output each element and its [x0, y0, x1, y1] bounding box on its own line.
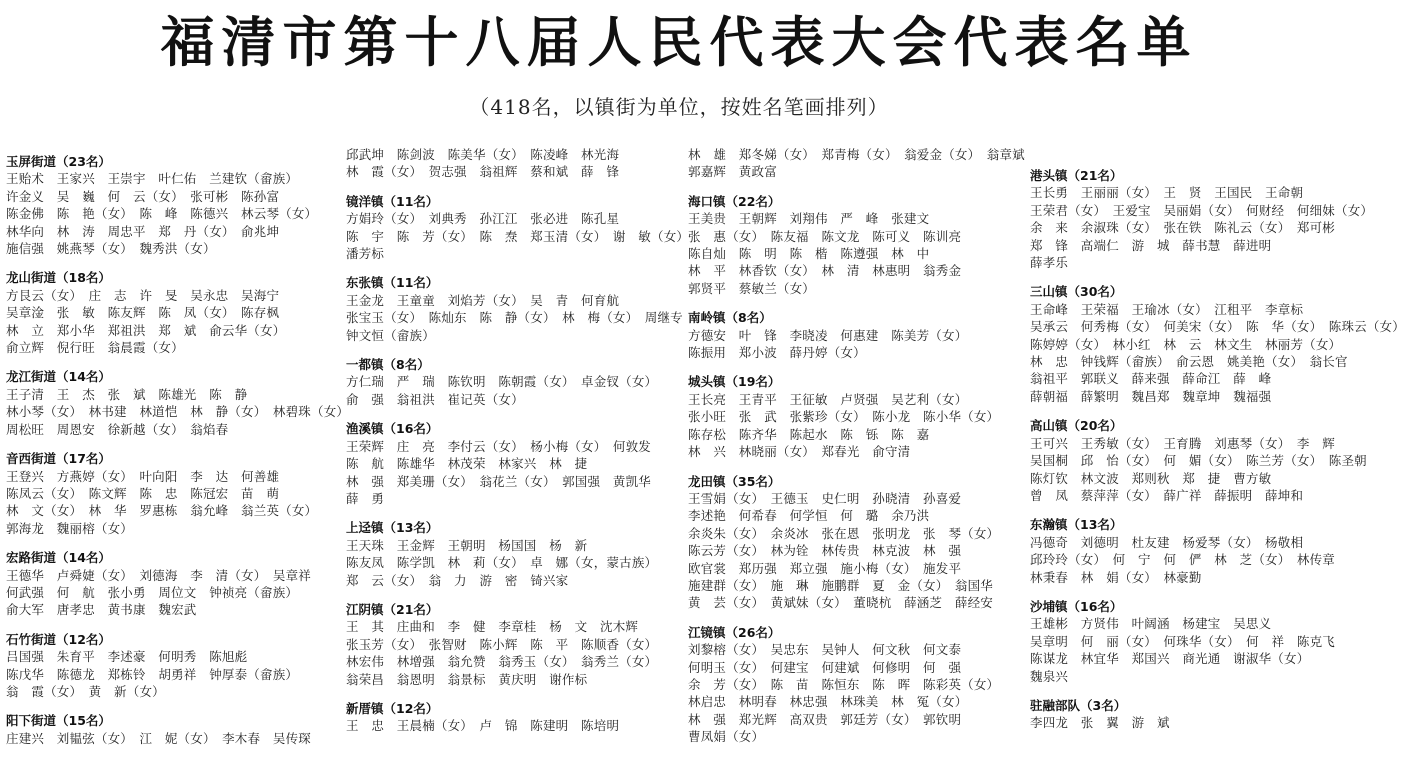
- delegate-names-line: 邱武坤 陈剑波 陈美华（女） 陈凌峰 林光海: [346, 147, 620, 162]
- delegate-names-line: 陈自灿 陈 明 陈 楷 陈遵强 林 中: [688, 246, 930, 262]
- delegate-names-line: 翁祖平 郭联义 薛来强 薛命江 薛 峰: [1030, 371, 1272, 387]
- delegate-names-line: 钟文恒（畲族）: [346, 327, 435, 343]
- district-heading: 一都镇（8名）: [346, 357, 430, 373]
- district-section: [6, 269, 336, 356]
- district-heading: 江阴镇（21名）: [346, 601, 439, 617]
- delegate-names-line: 郑 云（女） 翁 力 游 密 锜兴家: [346, 572, 569, 588]
- district-section: [6, 368, 350, 438]
- delegate-names-line: 林 雄 郑冬娣（女） 郑青梅（女） 翁爱金（女） 翁章斌: [688, 147, 1025, 162]
- delegate-names-line: 陈灯钦 林文波 郑则秋 郑 捷 曹方敏: [1030, 470, 1272, 486]
- delegate-names-line: 林 兴 林晓丽（女） 郑春光 俞守清: [688, 444, 911, 460]
- delegate-names-line: 王德华 卢舜婕（女） 刘德海 李 清（女） 吴章祥: [6, 567, 312, 583]
- delegate-names-line: 张宝玉（女） 陈灿东 陈 静（女） 林 梅（女） 周继专: [346, 310, 683, 326]
- district-section: [1030, 697, 1360, 732]
- delegate-names-line: 林 文（女） 林 华 罗惠栋 翁允峰 翁兰英（女）: [6, 503, 318, 519]
- delegate-names-line: 林秉春 林 娟（女） 林豪勤: [1030, 569, 1202, 585]
- district-section: [1030, 167, 1374, 271]
- district-heading: 上迳镇（13名）: [346, 520, 439, 536]
- district-heading: 三山镇（30名）: [1030, 284, 1123, 300]
- delegate-names-line: 李四龙 张 翼 游 斌: [1030, 715, 1170, 731]
- district-section: [688, 146, 1025, 181]
- delegate-names-line: 施建群（女） 施 琳 施鹏群 夏 金（女） 翁国华: [688, 577, 994, 593]
- delegate-names-line: 陈金佛 陈 艳（女） 陈 峰 陈德兴 林云琴（女）: [6, 206, 318, 222]
- district-heading: 阳下街道（15名）: [6, 713, 111, 729]
- district-heading: 宏路街道（14名）: [6, 550, 111, 566]
- delegate-names-line: 张小旺 张 武 张紫珍（女） 陈小龙 陈小华（女）: [688, 409, 1000, 425]
- delegate-names-line: 何武强 何 航 张小勇 周位文 钟祯亮（畲族）: [6, 584, 299, 600]
- delegate-names-line: 陈凤云（女） 陈文辉 陈 忠 陈冠宏 苗 萌: [6, 485, 280, 501]
- district-section: [346, 193, 690, 263]
- district-section: [1030, 283, 1405, 405]
- delegate-names-line: 王荣辉 庄 亮 李付云（女） 杨小梅（女） 何敦发: [346, 438, 652, 454]
- delegate-names-line: 王雪娟（女） 王德玉 史仁明 孙晓清 孙喜爱: [688, 490, 962, 506]
- district-heading: 音西街道（17名）: [6, 451, 111, 467]
- delegate-names-line: 郭嘉辉 黄政富: [688, 164, 777, 180]
- district-section: [6, 153, 336, 257]
- delegate-names-line: 施信强 姚燕琴（女） 魏秀洪（女）: [6, 241, 216, 257]
- district-section: [688, 193, 1018, 297]
- delegate-names-line: 邱玲玲（女） 何 宁 何 俨 林 芝（女） 林传章: [1030, 552, 1336, 568]
- delegate-names-line: 吴承云 何秀梅（女） 何美宋（女） 陈 华（女） 陈珠云（女）: [1030, 319, 1405, 335]
- district-section: [346, 700, 676, 735]
- district-section: [688, 309, 1018, 361]
- delegate-names-line: 余 来 余淑珠（女） 张在铁 陈礼云（女） 郑可彬: [1030, 220, 1336, 236]
- district-heading: 龙山街道（18名）: [6, 270, 111, 286]
- delegate-names-line: 王天珠 王金辉 王朝明 杨国国 杨 新: [346, 537, 588, 553]
- district-heading: 龙江街道（14名）: [6, 369, 111, 385]
- delegate-names-line: 翁 霞（女） 黄 新（女）: [6, 683, 165, 699]
- delegate-names-line: 庄建兴 刘韫弦（女） 江 妮（女） 李木春 吴传琛: [6, 730, 312, 746]
- delegate-names-line: 曾 凤 蔡萍萍（女） 薛广祥 薛振明 薛坤和: [1030, 487, 1304, 503]
- delegate-names-line: 刘黎榕（女） 吴忠东 吴钟人 何文秋 何文泰: [688, 642, 962, 658]
- delegate-names-line: 林 忠 钟钱辉（畲族） 俞云恩 姚美艳（女） 翁长官: [1030, 354, 1348, 370]
- delegate-names-line: 陈谋龙 林宜华 郑国兴 商光通 谢淑华（女）: [1030, 651, 1310, 667]
- delegate-names-line: 黄 芸（女） 黄斌妹（女） 董晓杭 薛涵芝 薛经安: [688, 595, 994, 611]
- district-heading: 港头镇（21名）: [1030, 168, 1123, 183]
- delegate-names-line: 魏泉兴: [1030, 668, 1069, 684]
- delegate-names-line: 薛孝乐: [1030, 255, 1069, 271]
- delegate-names-line: 王雄彬 方贤伟 叶阔涵 杨建宝 吴思义: [1030, 616, 1272, 632]
- district-section: [346, 420, 676, 507]
- delegate-names-line: 方娟玲（女） 刘典秀 孙江江 张必进 陈孔星: [346, 211, 620, 227]
- delegate-names-line: 王长亮 王青平 王征敏 卢贤强 吴艺利（女）: [688, 391, 968, 407]
- delegate-names-line: 俞 强 翁祖洪 崔记英（女）: [346, 391, 524, 407]
- delegate-names-line: 翁荣昌 翁恩明 翁景标 黄庆明 谢作标: [346, 671, 588, 687]
- delegate-names-line: 王 忠 王晨楠（女） 卢 锦 陈建明 陈培明: [346, 718, 620, 734]
- delegate-names-line: 周松旺 周恩安 徐新越（女） 翁焰春: [6, 421, 229, 437]
- district-section: [688, 624, 1018, 746]
- delegate-names-line: 吴章明 何 丽（女） 何珠华（女） 何 祥 陈克飞: [1030, 633, 1336, 649]
- district-section: [346, 274, 683, 344]
- district-section: [346, 146, 676, 181]
- district-section: [6, 631, 336, 701]
- delegate-names-line: 陈友凤 陈学凯 林 莉（女） 卓 娜（女，蒙古族）: [346, 555, 658, 571]
- delegate-names-line: 吕国强 朱育平 李述豪 何明秀 陈旭彪: [6, 649, 248, 665]
- delegate-names-line: 陈婷婷（女） 林小红 林 云 林文生 林丽芳（女）: [1030, 336, 1342, 352]
- column-3: [688, 146, 1025, 758]
- delegate-names-line: 潘芳标: [346, 246, 385, 262]
- district-section: [346, 519, 676, 589]
- delegate-names-line: 陈戊华 陈德龙 郑栋铃 胡勇祥 钟厚泰（畲族）: [6, 666, 299, 682]
- delegate-names-line: 陈振用 郑小波 薛丹婷（女）: [688, 345, 866, 361]
- delegate-names-line: 俞大军 唐孝忠 黄书康 魏宏武: [6, 602, 197, 618]
- delegate-names-line: 林华向 林 涛 周忠平 郑 丹（女） 俞兆坤: [6, 223, 280, 239]
- district-heading: 沙埔镇（16名）: [1030, 598, 1123, 614]
- delegate-names-line: 王美贵 王朝辉 刘翔伟 严 峰 张建文: [688, 211, 930, 227]
- delegate-names-line: 王子清 王 杰 张 斌 陈雄光 陈 静: [6, 386, 248, 402]
- district-heading: 东张镇（11名）: [346, 275, 439, 291]
- delegate-names-line: 吴章淦 张 敏 陈友辉 陈 凤（女） 陈存枫: [6, 305, 280, 321]
- delegate-names-line: 张玉芳（女） 张智财 陈小辉 陈 平 陈顺香（女）: [346, 636, 658, 652]
- delegate-names-line: 王荣君（女） 王爱宝 吴丽娟（女） 何财经 何细妹（女）: [1030, 202, 1374, 218]
- district-heading: 东瀚镇（13名）: [1030, 517, 1123, 533]
- delegate-names-line: 俞立辉 倪行旺 翁晨霞（女）: [6, 340, 184, 356]
- column-4: [1030, 167, 1405, 744]
- delegate-names-line: 陈云芳（女） 林为铨 林传贵 林克波 林 强: [688, 543, 962, 559]
- delegate-names-line: 冯德奇 刘德明 杜友建 杨爱琴（女） 杨敬相: [1030, 534, 1304, 550]
- district-heading: 石竹街道（12名）: [6, 631, 111, 647]
- district-section: [688, 373, 1018, 460]
- delegate-names-line: 林小琴（女） 林书建 林道恺 林 静（女） 林碧珠（女）: [6, 404, 350, 420]
- delegate-names-line: 吴国桐 邱 怡（女） 何 媚（女） 陈兰芳（女） 陈圣朝: [1030, 453, 1367, 469]
- district-heading: 江镜镇（26名）: [688, 624, 781, 640]
- district-section: [688, 473, 1018, 612]
- delegate-names-line: 欧官裳 郑历强 郑立强 施小梅（女） 施发平: [688, 560, 962, 576]
- district-heading: 高山镇（20名）: [1030, 418, 1123, 434]
- delegate-names-line: 林启忠 林明春 林忠强 林珠美 林 冤（女）: [688, 694, 968, 710]
- delegate-names-line: 王贻术 王家兴 王崇宇 叶仁佑 兰建钦（畲族）: [6, 171, 299, 187]
- delegate-names-line: 张 惠（女） 陈友福 陈文龙 陈可义 陈训亮: [688, 228, 962, 244]
- district-section: [1030, 598, 1360, 685]
- district-section: [1030, 417, 1367, 504]
- delegate-names-line: 许金义 吴 巍 何 云（女） 张可彬 陈孙富: [6, 188, 280, 204]
- delegate-names-line: 林 平 林香钦（女） 林 清 林惠明 翁秀金: [688, 263, 962, 279]
- delegate-names-line: 林宏伟 林增强 翁允赞 翁秀玉（女） 翁秀兰（女）: [346, 654, 658, 670]
- column-1: [6, 153, 350, 759]
- district-heading: 城头镇（19名）: [688, 374, 781, 390]
- delegate-names-line: 林 强 郑光辉 高双贵 郭廷芳（女） 郭钦明: [688, 711, 962, 727]
- delegate-names-line: 陈存松 陈齐华 陈起水 陈 铄 陈 嘉: [688, 426, 930, 442]
- delegate-names-line: 何明玉（女） 何建宝 何建斌 何修明 何 强: [688, 659, 962, 675]
- delegate-names-line: 郑 锋 高端仁 游 城 薛书慧 薛进明: [1030, 237, 1272, 253]
- column-2: [346, 146, 690, 747]
- district-heading: 龙田镇（35名）: [688, 473, 781, 489]
- delegate-names-line: 王可兴 王秀敏（女） 王育腾 刘惠琴（女） 李 辉: [1030, 435, 1336, 451]
- delegate-names-line: 王命峰 王荣福 王瑜冰（女） 江租平 李章标: [1030, 301, 1304, 317]
- district-heading: 南岭镇（8名）: [688, 310, 772, 326]
- district-heading: 新厝镇（12名）: [346, 700, 439, 716]
- district-heading: 驻融部队（3名）: [1030, 697, 1127, 713]
- delegate-names-line: 薛朝福 薛繁明 魏昌郑 魏章坤 魏福强: [1030, 388, 1272, 404]
- delegate-names-line: 曹凤娟（女）: [688, 729, 765, 745]
- delegate-names-line: 余炎朱（女） 余炎冰 张在恩 张明龙 张 琴（女）: [688, 525, 1000, 541]
- delegate-names-line: 林 立 郑小华 郑祖洪 郑 斌 俞云华（女）: [6, 322, 286, 338]
- delegate-names-line: 王金龙 王童童 刘焰芳（女） 吴 青 何育航: [346, 292, 620, 308]
- page-title: 福清市第十八届人民代表大会代表名单: [160, 11, 1198, 74]
- district-section: [1030, 516, 1360, 586]
- district-section: [6, 712, 336, 747]
- delegate-names-line: 林 霞（女） 贺志强 翁祖辉 蔡和斌 薛 锋: [346, 164, 620, 180]
- district-heading: 渔溪镇（16名）: [346, 421, 439, 437]
- district-section: [6, 549, 336, 619]
- delegate-names-line: 王长勇 王丽丽（女） 王 贤 王国民 王命朝: [1030, 185, 1304, 201]
- district-section: [346, 356, 676, 408]
- delegate-names-line: 林 强 郑美珊（女） 翁花兰（女） 郭国强 黄凯华: [346, 473, 652, 489]
- delegate-names-line: 郭海龙 魏丽榕（女）: [6, 520, 134, 536]
- district-heading: 镜洋镇（11名）: [346, 193, 439, 209]
- delegate-names-line: 余 芳（女） 陈 苗 陈恒东 陈 晖 陈彩英（女）: [688, 676, 1000, 692]
- delegate-names-line: 方德安 叶 锋 李晓凌 何惠建 陈美芳（女）: [688, 327, 968, 343]
- page-subtitle: （418名，以镇街为单位，按姓名笔画排列）: [469, 95, 889, 119]
- delegate-names-line: 王登兴 方燕婷（女） 叶向阳 李 达 何善雄: [6, 468, 280, 484]
- delegate-names-line: 方艮云（女） 庄 志 许 旻 吴永忠 吴海宁: [6, 287, 280, 303]
- district-section: [6, 450, 336, 537]
- delegate-names-line: 陈 航 陈雄华 林茂荣 林家兴 林 捷: [346, 456, 588, 472]
- delegate-names-line: 陈 宇 陈 芳（女） 陈 焘 郑玉清（女） 谢 敏（女）: [346, 228, 690, 244]
- delegate-names-line: 李述艳 何希春 何学恒 何 璐 余乃洪: [688, 508, 930, 524]
- district-section: [346, 601, 676, 688]
- district-heading: 海口镇（22名）: [688, 193, 781, 209]
- delegate-names-line: 方仁瑞 严 瑞 陈钦明 陈朝霞（女） 卓金钗（女）: [346, 374, 658, 390]
- delegate-names-line: 王 其 庄曲和 李 健 李章桂 杨 文 沈木辉: [346, 619, 639, 635]
- delegate-names-line: 郭贤平 蔡敏兰（女）: [688, 280, 816, 296]
- district-heading: 玉屏街道（23名）: [6, 154, 111, 169]
- delegate-names-line: 薛 勇: [346, 490, 385, 506]
